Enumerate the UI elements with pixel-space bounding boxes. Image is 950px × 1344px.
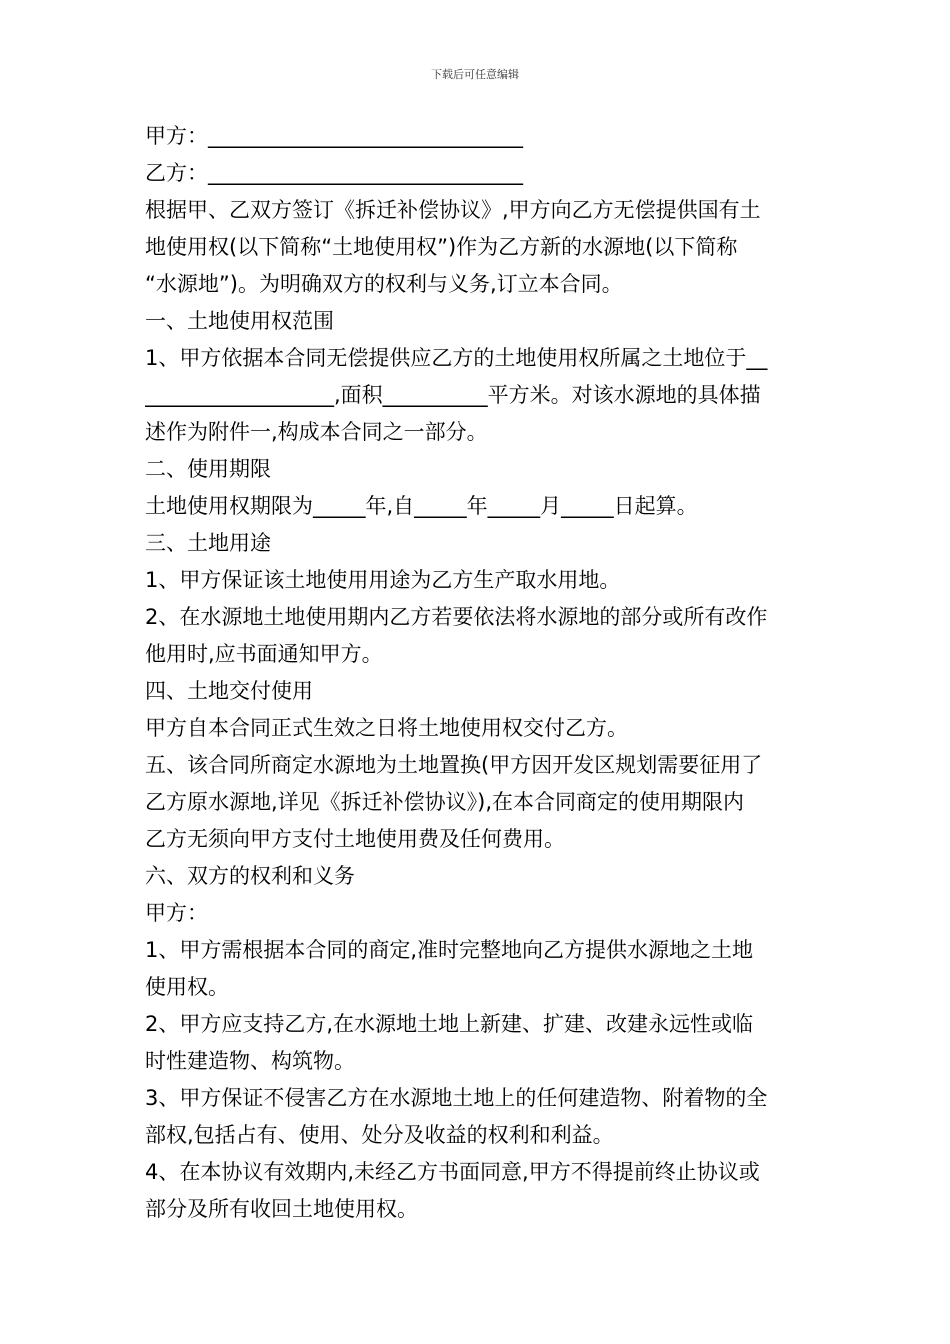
text-line: 地使用权(以下简称“土地使用权”)作为乙方新的水源地(以下简称	[145, 235, 738, 259]
text-line: 1、甲方依据本合同无偿提供应乙方的土地使用权所属之土地位于__	[145, 346, 768, 370]
section-heading: 六、双方的权利和义务	[145, 864, 355, 888]
text-line: __________________,面积__________平方米。对该水源地的具体描	[145, 383, 761, 407]
text-line: 1、甲方保证该土地使用用途为乙方生产取水用地。	[145, 568, 621, 592]
text-line: 乙方无须向甲方支付土地使用费及任何费用。	[145, 827, 565, 851]
text-line: 甲方自本合同正式生效之日将土地使用权交付乙方。	[145, 716, 628, 740]
text-line: 部分及所有收回土地使用权。	[145, 1197, 418, 1221]
text-line: “水源地”)。为明确双方的权利与义务,订立本合同。	[145, 272, 623, 296]
text-line: 乙方：______________________________	[145, 161, 523, 185]
text-line: 3、甲方保证不侵害乙方在水源地土地上的任何建造物、附着物的全	[145, 1086, 768, 1110]
text-line: 乙方原水源地,详见《拆迁补偿协议》),在本合同商定的使用期限内	[145, 790, 745, 814]
section-heading: 二、使用期限	[145, 457, 271, 481]
text-line: 根据甲、乙双方签订《拆迁补偿协议》,甲方向乙方无偿提供国有土	[145, 198, 761, 222]
text-line: 土地使用权期限为_____年,自_____年_____月_____日起算。	[145, 494, 698, 518]
text-line: 1、甲方需根据本合同的商定,准时完整地向乙方提供水源地之土地	[145, 938, 754, 962]
contract-body	[145, 118, 810, 1228]
section-heading: 四、土地交付使用	[145, 679, 313, 703]
section-heading: 五、该合同所商定水源地为土地置换(甲方因开发区规划需要征用了	[145, 753, 763, 777]
section-heading: 一、土地使用权范围	[145, 309, 334, 333]
text-line: 述作为附件一,构成本合同之一部分。	[145, 420, 488, 444]
text-line: 甲方：	[145, 901, 208, 925]
text-line: 4、在本协议有效期内,未经乙方书面同意,甲方不得提前终止协议或	[145, 1160, 760, 1184]
section-heading: 三、土地用途	[145, 531, 271, 555]
text-line: 2、甲方应支持乙方,在水源地土地上新建、扩建、改建永远性或临	[145, 1012, 754, 1036]
text-line: 甲方：______________________________	[145, 124, 523, 148]
text-line: 使用权。	[145, 975, 229, 999]
text-line: 时性建造物、构筑物。	[145, 1049, 355, 1073]
text-line: 他用时,应书面通知甲方。	[145, 642, 383, 666]
text-line: 部权,包括占有、使用、处分及收益的权利和利益。	[145, 1123, 614, 1147]
page-header: 下载后可任意编辑	[431, 68, 519, 81]
text-line: 2、在水源地土地使用期内乙方若要依法将水源地的部分或所有改作	[145, 605, 768, 629]
